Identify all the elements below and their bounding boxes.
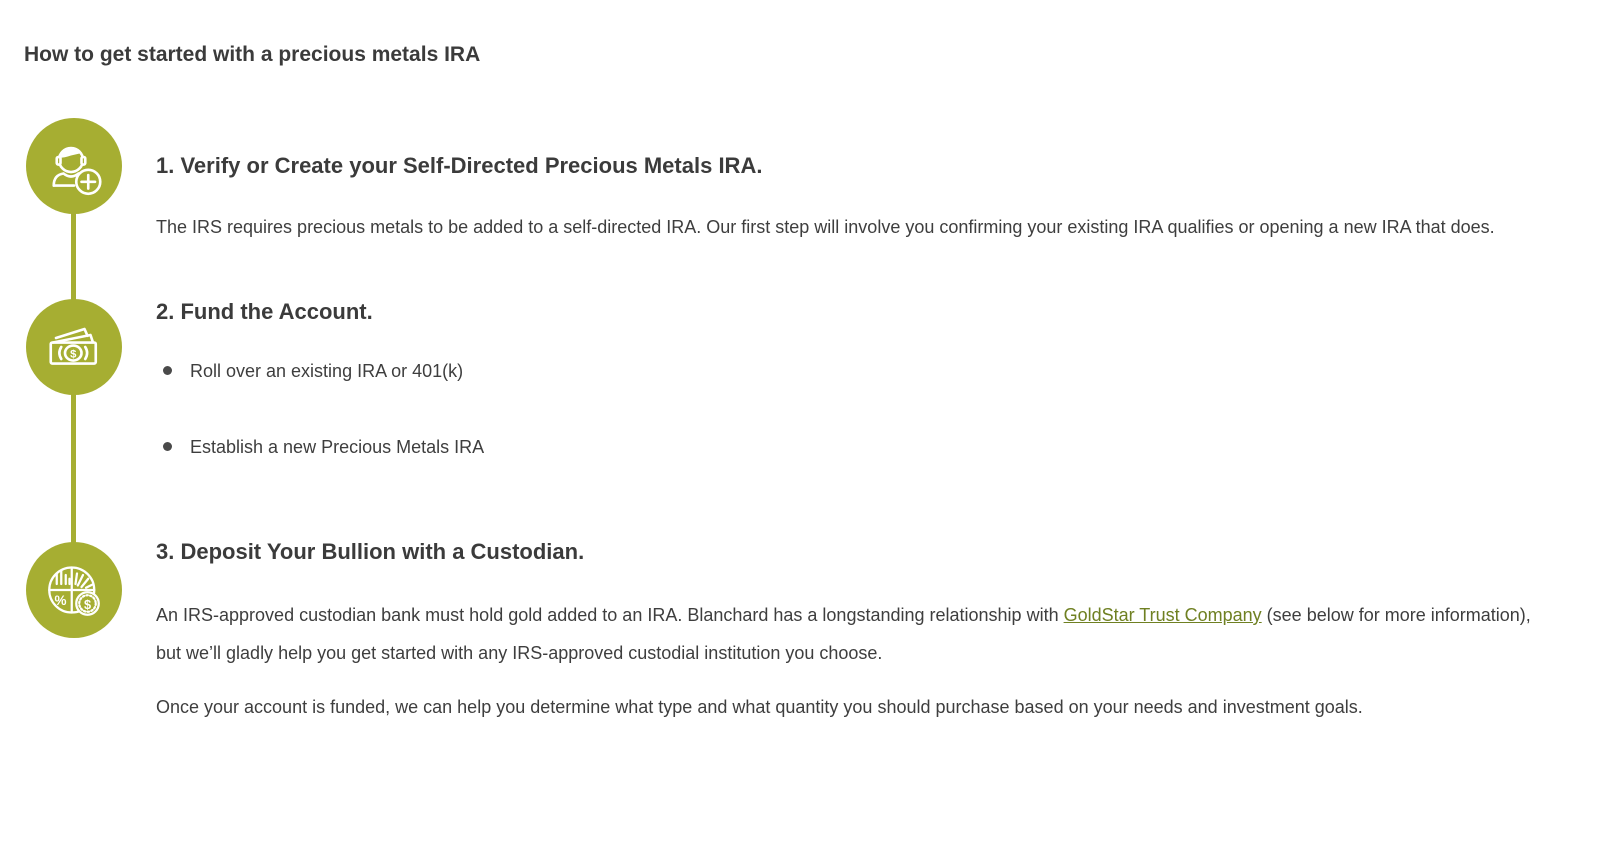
svg-text:$: $ [70, 348, 77, 361]
step-1-paragraph: The IRS requires precious metals to be added to a self-directed IRA. Our first step will involve you confirming your existing IRA qualifies or opening a new IRA that does. [156, 217, 1495, 237]
step-3-paragraph-1 [156, 596, 1540, 672]
step-2-heading: 2. Fund the Account. [156, 299, 373, 324]
goldstar-trust-link[interactable]: GoldStar Trust Company [1063, 605, 1262, 625]
step-3-paragraph-2: Once your account is funded, we can help you determine what type and what quantity you should purchase based on your needs and investment goals. [156, 697, 1363, 717]
pie-chart-icon [26, 542, 122, 638]
svg-text:$: $ [83, 596, 92, 612]
bullet-item-rollover: Roll over an existing IRA or 401(k) [156, 352, 1540, 390]
section-title: How to get started with a precious metals IRA [24, 43, 481, 66]
step-3-text-before-link: An IRS-approved custodian bank must hold gold added to an IRA. Blanchard has a longstanding relationship with [156, 605, 1064, 625]
steps-content [156, 152, 1540, 726]
step-1-heading: 1. Verify or Create your Self-Directed Precious Metals IRA. [156, 153, 763, 178]
bullet-item-establish: Establish a new Precious Metals IRA [156, 428, 1540, 466]
person-add-icon [26, 118, 122, 214]
svg-text:%: % [54, 593, 67, 608]
step-2-bullet-list [156, 352, 1540, 466]
step-3-heading: 3. Deposit Your Bullion with a Custodian. [156, 539, 585, 564]
money-icon [26, 299, 122, 395]
step-3-text-after-link: (see below for more information), but we’ll gladly help you get started with any IRS-approved custodial institution you choose. [156, 605, 1531, 663]
